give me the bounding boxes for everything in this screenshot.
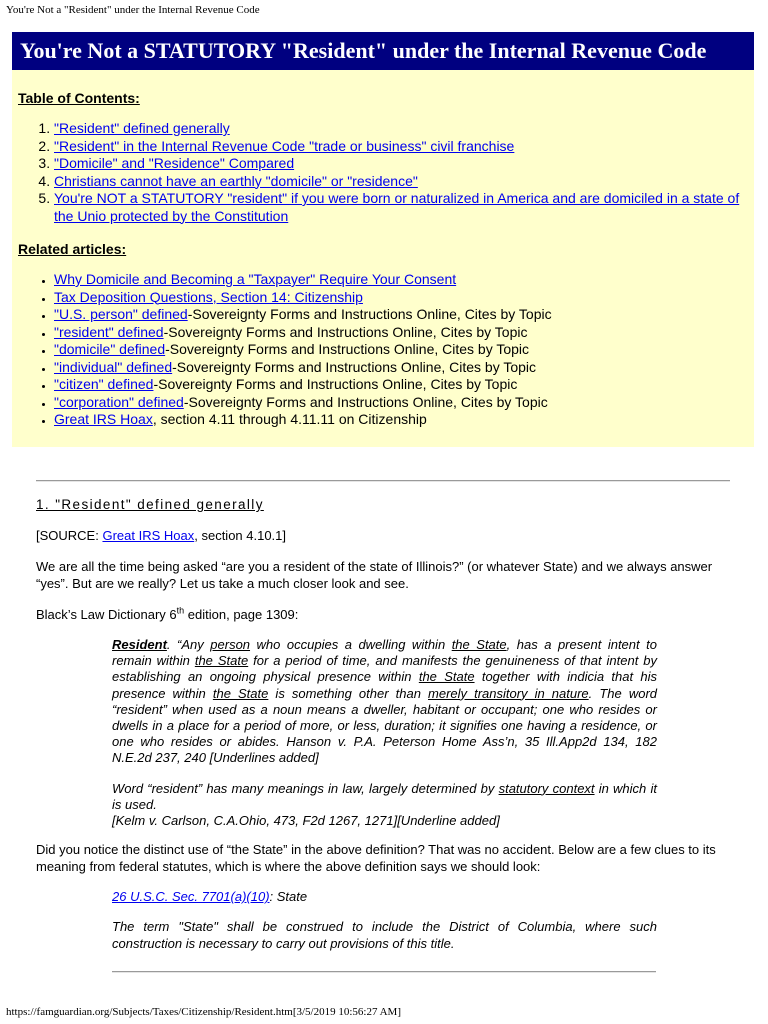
source-line xyxy=(36,527,736,544)
quote-underline: the State xyxy=(212,685,269,701)
related-link-5[interactable]: "domicile" defined xyxy=(54,341,166,357)
related-desc: , section 4.11 through 4.11.11 on Citizenship xyxy=(152,411,427,427)
toc-item xyxy=(54,155,748,173)
toc-item xyxy=(54,173,748,191)
quote-text: in which it is used. xyxy=(112,780,657,812)
statute-link[interactable]: 26 U.S.C. Sec. 7701(a)(10) xyxy=(112,889,270,905)
toc-item xyxy=(54,190,748,225)
related-item xyxy=(54,271,748,289)
quote-underline: merely transitory in nature xyxy=(428,685,589,701)
related-link-2[interactable]: Tax Deposition Questions, Section 14: Citizenship xyxy=(54,288,363,305)
page-footer: https://famguardian.org/Subjects/Taxes/Citizenship/Resident.htm[3/5/2019 10:56:27 AM] xyxy=(6,1006,401,1018)
related-desc: -Sovereignty Forms and Instructions Online, Cites by Topic xyxy=(153,376,518,392)
toc-item xyxy=(54,138,748,156)
toc-link-3[interactable]: "Domicile" and "Residence" Compared xyxy=(54,155,295,171)
statute-text: The term "State" shall be construed to include the District of Columbia, where such construction is necessary to carry out provisions of this title. xyxy=(112,919,657,951)
related-desc: -Sovereignty Forms and Instructions Online, Cites by Topic xyxy=(183,393,548,410)
related-item xyxy=(54,289,748,307)
quote-paragraph xyxy=(112,637,657,767)
related-desc: -Sovereignty Forms and Instructions Online, Cites by Topic xyxy=(165,341,530,357)
related-link-1[interactable]: Why Domicile and Becoming a "Taxpayer" Require Your Consent xyxy=(54,271,457,287)
related-item xyxy=(54,341,748,359)
quote-text: who occupies a dwelling within xyxy=(250,637,452,652)
source-link[interactable]: Great IRS Hoax xyxy=(102,528,195,543)
quote-divider xyxy=(112,971,656,973)
quote-text: is something other than xyxy=(268,685,429,701)
related-link-9[interactable]: Great IRS Hoax xyxy=(54,411,153,427)
quote-citation: [Kelm v. Carlson, C.A.Ohio, 473, F2d 1267, 1271][Underline added] xyxy=(112,813,500,829)
blacks-suffix: edition, page 1309: xyxy=(184,607,299,622)
related-desc: -Sovereignty Forms and Instructions Online, Cites by Topic xyxy=(163,323,528,340)
definition-quote xyxy=(112,637,657,829)
divider xyxy=(36,480,730,482)
quote-underline: the State xyxy=(451,637,507,652)
defined-term: Resident xyxy=(112,637,167,652)
related-link-8[interactable]: "corporation" defined xyxy=(54,393,184,410)
page-title: You're Not a STATUTORY "Resident" under the Internal Revenue Code xyxy=(12,32,754,70)
quote-text: . “Any xyxy=(166,637,211,652)
quote-underline: person xyxy=(210,637,251,652)
source-prefix: [SOURCE: xyxy=(36,528,103,543)
quote-paragraph xyxy=(112,781,657,830)
toc-heading: Table of Contents: xyxy=(18,90,140,106)
toc-link-1[interactable]: "Resident" defined generally xyxy=(54,120,230,136)
blacks-sup: th xyxy=(176,605,185,616)
blacks-text: Black’s Law Dictionary 6 xyxy=(36,607,177,622)
quote-text: . The word “resident” when used as a noun means a dweller, habitant or occupant; one who resides or dwells in a place for a period of more, or less, duration; it signifies one having a residence, or one who resides or abides. Hanson v. P.A. Peterson Home Ass’n, 35 Ill.App2d 134, 182 N.E.2d 237, 240 [Underlines added] xyxy=(112,685,657,766)
quote-text: Word “resident” has many meanings in law, largely determined by xyxy=(112,780,499,796)
related-link-6[interactable]: "individual" defined xyxy=(54,358,173,375)
quote-underline: the State xyxy=(418,669,475,685)
statute-suffix: : State xyxy=(269,889,308,905)
quote-text: for a period of time, and manifests the genuineness of that intent by establishing an ongoing physical presence within xyxy=(112,653,657,685)
related-item xyxy=(54,411,748,429)
toc-link-5[interactable]: You're NOT a STATUTORY "resident" if you were born or naturalized in America and are domiciled in a state of the Unio protected by the Constitution xyxy=(54,190,740,224)
related-item xyxy=(54,359,748,377)
related-item xyxy=(54,324,748,342)
page-header: You're Not a "Resident" under the Internal Revenue Code xyxy=(6,4,260,16)
related-item xyxy=(54,376,748,394)
quote-text: together with indicia that his presence within xyxy=(112,669,657,701)
contents-panel xyxy=(12,70,754,447)
quote-text: , has a present intent to remain within xyxy=(112,637,657,669)
related-link-3[interactable]: "U.S. person" defined xyxy=(54,306,188,322)
intro-paragraph: We are all the time being asked “are you a resident of the state of Illinois?” (or whatever State) and we always answer “yes”. But are we really? Let us take a much closer look and see. xyxy=(36,559,713,591)
statute-cite xyxy=(112,889,657,905)
quote-underline: the State xyxy=(194,653,249,669)
toc-link-2[interactable]: "Resident" in the Internal Revenue Code "trade or business" civil franchise xyxy=(54,137,515,154)
related-item xyxy=(54,306,748,324)
related-link-7[interactable]: "citizen" defined xyxy=(54,376,154,392)
section-1 xyxy=(36,496,736,966)
related-heading: Related articles: xyxy=(18,241,127,257)
statute-quote xyxy=(112,889,657,952)
related-item xyxy=(54,394,748,412)
related-desc: -Sovereignty Forms and Instructions Online, Cites by Topic xyxy=(187,306,552,322)
toc-link-4[interactable]: Christians cannot have an earthly "domicile" or "residence" xyxy=(54,172,418,189)
blacks-citation xyxy=(36,606,736,623)
quote-underline: statutory context xyxy=(498,780,595,796)
source-suffix: , section 4.10.1] xyxy=(194,528,287,543)
section-heading: 1. "Resident" defined generally xyxy=(36,497,264,512)
related-list xyxy=(18,271,748,429)
related-desc: -Sovereignty Forms and Instructions Online, Cites by Topic xyxy=(172,358,537,375)
related-link-4[interactable]: "resident" defined xyxy=(54,323,164,340)
toc-item xyxy=(54,120,748,138)
analysis-paragraph: Did you notice the distinct use of “the State” in the above definition? That was no accident. Below are a few clues to its meaning from federal statutes, which is where the above definition says we should look: xyxy=(36,842,716,875)
toc-list xyxy=(18,120,748,225)
